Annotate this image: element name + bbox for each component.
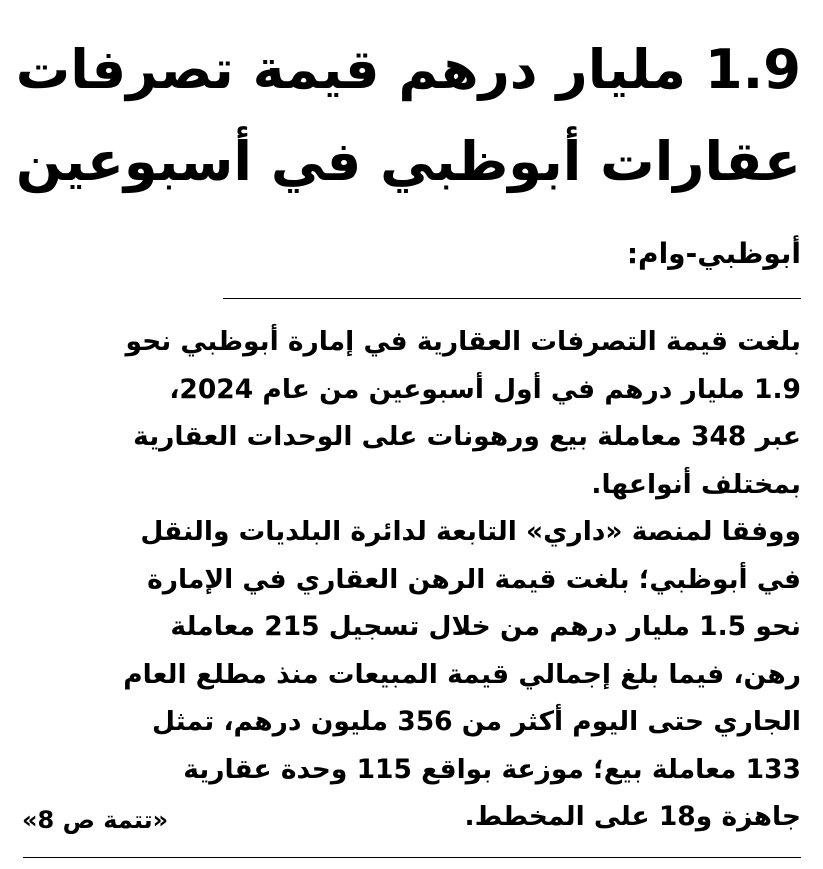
body-line: 1.9 مليار درهم في أول أسبوعين من عام 2024،	[169, 373, 801, 405]
body-line: جاهزة و18 على المخطط.	[464, 801, 801, 832]
body-line: ووفقا لمنصة «داري» التابعة لدائرة البلديات والنقل	[140, 516, 801, 547]
body-line: بلغت قيمة التصرفات العقارية في إمارة أبوظبي نحو	[125, 326, 801, 357]
bottom-divider	[23, 857, 801, 858]
body-line: رهن، فيما بلغ إجمالي قيمة المبيعات منذ مطلع العام	[123, 658, 801, 690]
body-line: عبر 348 معاملة بيع ورهونات على الوحدات العقارية	[133, 421, 801, 452]
headline-line-1: 1.9 مليار درهم قيمة تصرفات	[15, 38, 801, 101]
byline-divider	[223, 298, 801, 299]
body-line: في أبوظبي؛ بلغت قيمة الرهن العقاري في الإمارة	[147, 563, 801, 595]
article-headline	[16, 24, 801, 208]
headline-line-2: عقارات أبوظبي في أسبوعين	[15, 130, 801, 193]
continued-on-page-8: «تتمة ص 8»	[22, 806, 169, 834]
article-byline: أبوظبي-وام:	[626, 237, 801, 270]
body-line: 133 معاملة بيع؛ موزعة بواقع 115 وحدة عقارية	[183, 753, 801, 785]
body-line: بمختلف أنواعها.	[591, 468, 801, 500]
body-line: نحو 1.5 مليار درهم من خلال تسجيل 215 معاملة	[170, 611, 801, 642]
article-body	[19, 318, 801, 841]
body-line: الجاري حتى اليوم أكثر من 356 مليون درهم، تمثل	[152, 706, 801, 737]
